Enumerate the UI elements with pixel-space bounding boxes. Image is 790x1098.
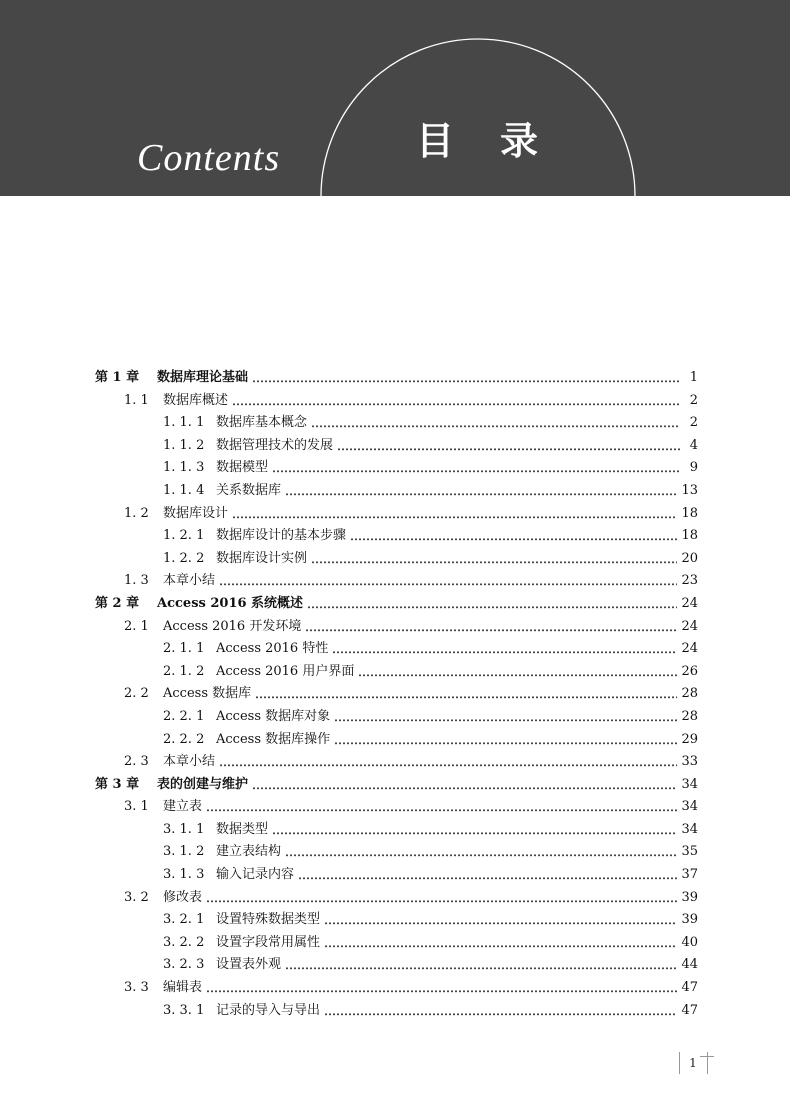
toc-entry-page: 24 (681, 618, 698, 634)
toc-entry-title: Access 2016 开发环境 (163, 618, 302, 634)
toc-entry-title: 数据库概述 (163, 392, 229, 408)
toc-entry-number: 3. 1. 1 (163, 821, 205, 837)
header-circle-arc (0, 0, 790, 196)
toc-leader-dots (324, 1000, 677, 1023)
toc-entry-number: 1. 1. 4 (163, 482, 205, 498)
toc-entry-page: 24 (681, 595, 698, 611)
toc-entry-title: Access 数据库 (163, 686, 252, 702)
toc-leader-dots (232, 390, 680, 413)
toc-entry[interactable] (95, 457, 698, 480)
toc-entry[interactable] (95, 390, 698, 413)
toc-leader-dots (206, 977, 677, 1000)
page-footer (678, 1052, 712, 1074)
toc-entry[interactable] (95, 706, 698, 729)
toc-leader-dots (337, 435, 680, 458)
toc-entry-page: 44 (681, 957, 698, 973)
toc-leader-dots (358, 661, 677, 684)
toc-entry-number: 2. 1. 1 (163, 641, 205, 657)
toc-leader-dots (252, 774, 677, 797)
toc-entry[interactable] (95, 909, 698, 932)
toc-entry[interactable] (95, 548, 698, 571)
toc-entry-number: 3. 2. 1 (163, 912, 205, 928)
toc-entry-page: 13 (681, 482, 698, 498)
toc-entry-page: 40 (681, 934, 698, 950)
toc-leader-dots (324, 909, 677, 932)
toc-entry[interactable] (95, 435, 698, 458)
toc-entry[interactable] (95, 570, 698, 593)
toc-leader-dots (285, 841, 677, 864)
toc-entry[interactable] (95, 751, 698, 774)
toc-entry-title: 数据模型 (216, 460, 269, 476)
toc-entry-page: 34 (681, 821, 698, 837)
toc-entry-number: 第 1 章 (95, 370, 140, 385)
toc-leader-dots (305, 616, 677, 639)
toc-leader-dots (324, 932, 677, 955)
toc-leader-dots (272, 819, 677, 842)
toc-entry-page: 34 (681, 776, 698, 792)
toc-entry-title: 修改表 (163, 889, 203, 905)
toc-entry-title: 数据库设计的基本步骤 (216, 528, 347, 544)
toc-entry-title: 表的创建与维护 (157, 776, 249, 792)
toc-entry[interactable] (95, 819, 698, 842)
toc-entry-title: 数据库理论基础 (157, 370, 249, 385)
toc-entry-title: 本章小结 (163, 573, 216, 589)
toc-entry[interactable] (95, 954, 698, 977)
toc-entry[interactable] (95, 729, 698, 752)
toc-entry-page: 20 (681, 550, 698, 566)
toc-entry[interactable] (95, 841, 698, 864)
toc-entry-page: 39 (681, 889, 698, 905)
toc-leader-dots (252, 367, 680, 390)
toc-entry-number: 1. 2. 2 (163, 550, 205, 566)
toc-leader-dots (332, 638, 677, 661)
toc-entry-number: 3. 1 (124, 799, 149, 815)
toc-leader-dots (311, 548, 677, 571)
toc-entry-title: Access 2016 系统概述 (157, 595, 304, 611)
toc-leader-dots (350, 525, 677, 548)
toc-entry-title: Access 数据库对象 (216, 708, 331, 724)
toc-entry[interactable] (95, 977, 698, 1000)
toc-entry-page: 34 (681, 799, 698, 815)
toc-entry[interactable] (95, 683, 698, 706)
toc-entry[interactable] (95, 864, 698, 887)
toc-leader-dots (285, 480, 677, 503)
toc-entry-number: 3. 2 (124, 889, 149, 905)
toc-entry[interactable] (95, 796, 698, 819)
toc-leader-dots (311, 412, 680, 435)
toc-leader-dots (334, 706, 677, 729)
toc-leader-dots (255, 683, 677, 706)
toc-entry-title: 数据库设计 (163, 505, 229, 521)
toc-entry-number: 3. 3 (124, 980, 149, 996)
toc-entry-title: 建立表结构 (216, 844, 282, 860)
toc-entry-number: 2. 2 (124, 686, 149, 702)
toc-entry[interactable] (95, 525, 698, 548)
toc-leader-dots (307, 593, 677, 616)
toc-leader-dots (232, 503, 677, 526)
toc-entry-title: 记录的导入与导出 (216, 1002, 321, 1018)
contents-heading: Contents (137, 137, 281, 179)
toc-entry-number: 3. 1. 2 (163, 844, 205, 860)
toc-entry-page: 2 (689, 415, 698, 431)
toc-leader-dots (219, 751, 677, 774)
toc-entry-number: 3. 2. 2 (163, 934, 205, 950)
toc-entry-title: Access 2016 特性 (216, 641, 329, 657)
toc-entry-page: 28 (681, 686, 698, 702)
toc-entry-number: 3. 2. 3 (163, 957, 205, 973)
toc-entry-number: 2. 2. 1 (163, 708, 205, 724)
toc-entry-page: 37 (681, 867, 698, 883)
toc-entry-title: 数据类型 (216, 821, 269, 837)
toc-entry-title: 设置表外观 (216, 957, 282, 973)
header-band (0, 0, 790, 196)
toc-entry-page: 28 (681, 708, 698, 724)
footer-rule-left (679, 1052, 680, 1074)
toc-entry-page: 33 (681, 754, 698, 770)
toc-entry-number: 第 2 章 (95, 595, 140, 611)
toc-entry-number: 2. 3 (124, 754, 149, 770)
toc-entry-title: 设置字段常用属性 (216, 934, 321, 950)
toc-entry-number: 1. 1. 2 (163, 437, 205, 453)
toc-entry[interactable] (95, 638, 698, 661)
toc-entry-number: 1. 1. 3 (163, 460, 205, 476)
toc-leader-dots (206, 887, 677, 910)
toc-entry-number: 2. 1. 2 (163, 663, 205, 679)
toc-entry-page: 39 (681, 912, 698, 928)
toc-entry-page: 18 (681, 505, 698, 521)
toc-entry-number: 1. 3 (124, 573, 149, 589)
toc-entry-page: 26 (681, 663, 698, 679)
toc-entry-title: 关系数据库 (216, 482, 282, 498)
toc-entry-title: 数据库设计实例 (216, 550, 308, 566)
toc-entry[interactable] (95, 1000, 698, 1023)
toc-entry-number: 1. 1. 1 (163, 415, 205, 431)
toc-entry-title: 数据管理技术的发展 (216, 437, 334, 453)
toc-entry-page: 47 (681, 980, 698, 996)
toc-entry-number: 2. 1 (124, 618, 149, 634)
toc-entry-title: 数据库基本概念 (216, 415, 308, 431)
toc-entry-title: 建立表 (163, 799, 203, 815)
toc-entry-number: 1. 2 (124, 505, 149, 521)
toc-entry[interactable] (95, 661, 698, 684)
toc-entry[interactable] (95, 887, 698, 910)
toc-entry-title: 输入记录内容 (216, 867, 295, 883)
toc-leader-dots (206, 796, 677, 819)
toc-entry-title: Access 数据库操作 (216, 731, 331, 747)
toc-entry[interactable] (95, 932, 698, 955)
toc-entry-title: 设置特殊数据类型 (216, 912, 321, 928)
toc-leader-dots (219, 570, 677, 593)
toc-entry-number: 3. 3. 1 (163, 1002, 205, 1018)
toc-entry-title: 编辑表 (163, 980, 203, 996)
toc-entry-title: 本章小结 (163, 754, 216, 770)
toc-entry-page: 18 (681, 528, 698, 544)
toc-entry-page: 2 (689, 392, 698, 408)
toc-entry-number: 2. 2. 2 (163, 731, 205, 747)
toc-entry-page: 35 (681, 844, 698, 860)
page-number: 1 (689, 1056, 697, 1070)
toc-entry-page: 9 (689, 460, 698, 476)
toc-entry-page: 1 (689, 370, 698, 385)
toc-entry-page: 29 (681, 731, 698, 747)
toc-entry-page: 4 (689, 437, 698, 453)
toc-entry-title: Access 2016 用户界面 (216, 663, 355, 679)
toc-entry-number: 1. 2. 1 (163, 528, 205, 544)
toc-entry-page: 47 (681, 1002, 698, 1018)
toc-entry[interactable] (95, 503, 698, 526)
toc-entry-number: 3. 1. 3 (163, 867, 205, 883)
toc-leader-dots (298, 864, 677, 887)
toc-entry[interactable] (95, 774, 698, 797)
toc-leader-dots (272, 457, 680, 480)
toc-leader-dots (285, 954, 677, 977)
toc-entry-number: 1. 1 (124, 392, 149, 408)
toc-entry[interactable] (95, 480, 698, 503)
toc-entry-page: 23 (681, 573, 698, 589)
toc-entry[interactable] (95, 367, 698, 390)
table-of-contents (95, 367, 698, 1022)
toc-entry[interactable] (95, 412, 698, 435)
toc-leader-dots (334, 729, 677, 752)
toc-entry-number: 第 3 章 (95, 776, 140, 792)
toc-entry-page: 24 (681, 641, 698, 657)
toc-entry[interactable] (95, 593, 698, 616)
toc-entry[interactable] (95, 616, 698, 639)
page-title: 目录 (416, 118, 585, 163)
